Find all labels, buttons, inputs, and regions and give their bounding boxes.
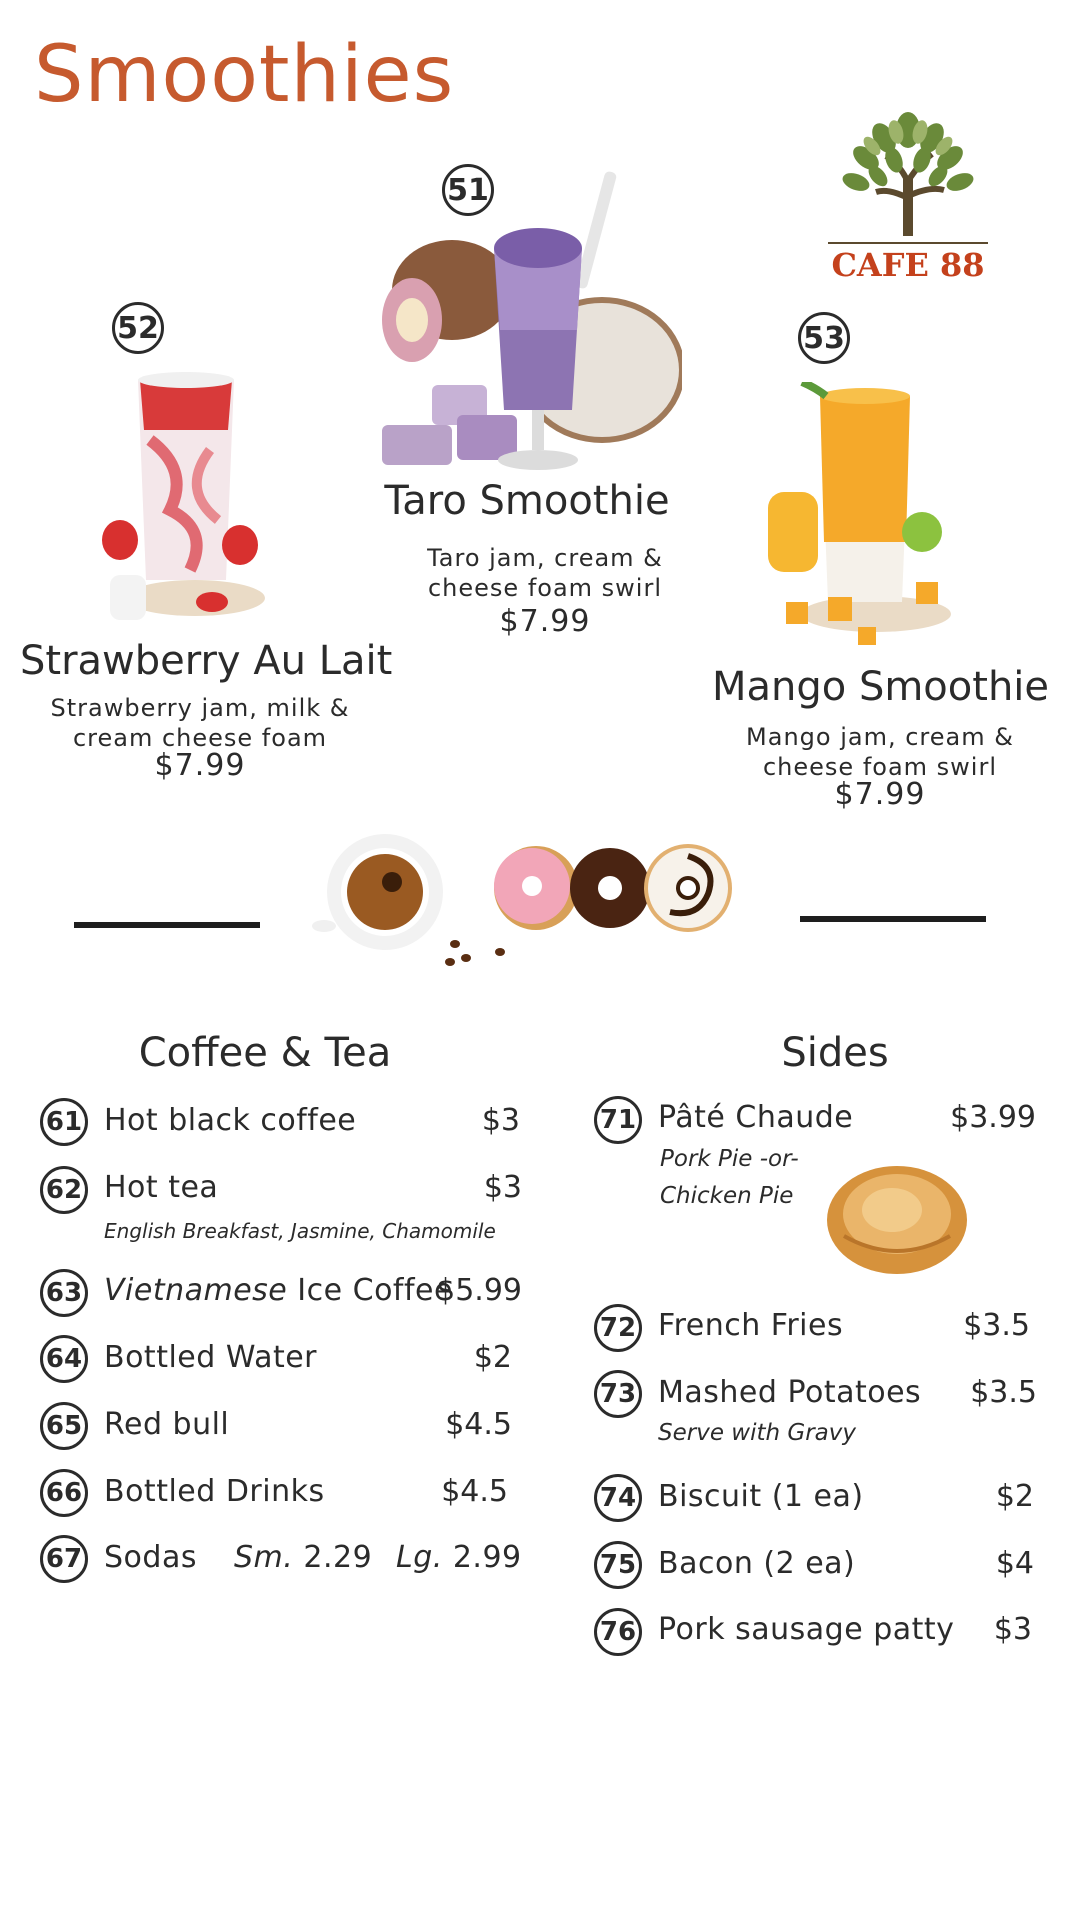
taro-smoothie-price: $7.99 [499,604,591,639]
mango-smoothie-image [756,382,966,652]
item-number-52: 52 [112,302,164,354]
mango-smoothie-price: $7.99 [834,777,926,812]
left-divider [74,922,260,928]
item-number-53: 53 [798,312,850,364]
item-name-76: Pork sausage patty [658,1612,955,1647]
coffee-tea-heading: Coffee & Tea [138,1030,392,1076]
item-number-67: 67 [40,1535,88,1583]
item-name-66: Bottled Drinks [104,1474,325,1509]
item-name-72: French Fries [658,1308,844,1343]
item-price-75: $4 [995,1546,1034,1581]
item-name-67: Sodas [104,1540,197,1575]
item-number-64: 64 [40,1335,88,1383]
cafe-logo [828,108,988,284]
item-number-62: 62 [40,1166,88,1214]
strawberry-smoothie-price: $7.99 [154,748,246,783]
right-divider [800,916,986,922]
soda-small-price: 2.29 [303,1540,373,1575]
item-number-73: 73 [594,1370,642,1418]
item-name-71: Pâté Chaude [658,1100,854,1135]
item-sub-71-line1: Pork Pie -or- [660,1146,799,1172]
item-name-65: Red bull [104,1407,230,1442]
tree-icon [828,108,988,236]
item-number-51: 51 [442,164,494,216]
item-number-72: 72 [594,1304,642,1352]
soda-large [396,1540,522,1575]
item-sub-62: English Breakfast, Jasmine, Chamomile [104,1219,496,1243]
strawberry-smoothie-name: Strawberry Au Lait [20,638,393,684]
taro-smoothie-desc-line2: cheese foam swirl [427,574,663,602]
item-price-73: $3.5 [970,1375,1037,1410]
soda-small-label: Sm. [234,1540,294,1575]
sides-heading: Sides [781,1030,889,1076]
item-sub-71-line2: Chicken Pie [660,1183,794,1209]
item-name-64: Bottled Water [104,1340,318,1375]
item-name-61: Hot black coffee [104,1103,357,1138]
taro-smoothie-image [372,160,682,480]
strawberry-smoothie-image [90,370,280,630]
item-number-74: 74 [594,1474,642,1522]
mango-smoothie-desc-line1: Mango jam, cream & [746,723,1014,751]
item-price-71: $3.99 [950,1100,1036,1135]
item-price-74: $2 [995,1479,1034,1514]
mango-smoothie-name: Mango Smoothie [712,664,1050,710]
item-price-62: $3 [483,1170,522,1205]
item-number-65: 65 [40,1402,88,1450]
coffee-donuts-image [310,826,740,976]
soda-large-label: Lg. [396,1540,443,1575]
strawberry-smoothie-desc-line1: Strawberry jam, milk & [50,694,350,722]
logo-divider [828,242,988,244]
item-name-74: Biscuit (1 ea) [658,1479,864,1514]
item-number-66: 66 [40,1469,88,1517]
item-number-75: 75 [594,1541,642,1589]
item-number-71: 71 [594,1096,642,1144]
item-price-61: $3 [481,1103,520,1138]
page-title: Smoothies [34,30,455,120]
item-price-64: $2 [473,1340,512,1375]
item-name-62: Hot tea [104,1170,219,1205]
soda-large-price: 2.99 [452,1540,522,1575]
item-number-61: 61 [40,1098,88,1146]
item-number-63: 63 [40,1269,88,1317]
strawberry-smoothie-desc-line2: cream cheese foam [72,724,328,752]
item-name-63-text: Ice Coffee [297,1273,453,1308]
mango-smoothie-desc-line2: cheese foam swirl [762,753,998,781]
item-number-76: 76 [594,1608,642,1656]
taro-smoothie-desc-line1: Taro jam, cream & [427,544,663,572]
item-price-63: $5.99 [436,1273,522,1308]
item-price-65: $4.5 [445,1407,512,1442]
taro-smoothie-name: Taro Smoothie [384,478,670,524]
item-prefix-63: Vietnamese [104,1273,288,1308]
pate-chaude-image [824,1156,970,1276]
item-price-72: $3.5 [963,1308,1030,1343]
item-name-63 [104,1273,453,1308]
logo-name: CAFE 88 [831,246,985,284]
item-price-66: $4.5 [441,1474,508,1509]
item-name-73: Mashed Potatoes [658,1375,922,1410]
item-sub-73: Serve with Gravy [658,1420,856,1446]
soda-small [234,1540,372,1575]
item-price-76: $3 [993,1612,1032,1647]
item-name-75: Bacon (2 ea) [658,1546,856,1581]
